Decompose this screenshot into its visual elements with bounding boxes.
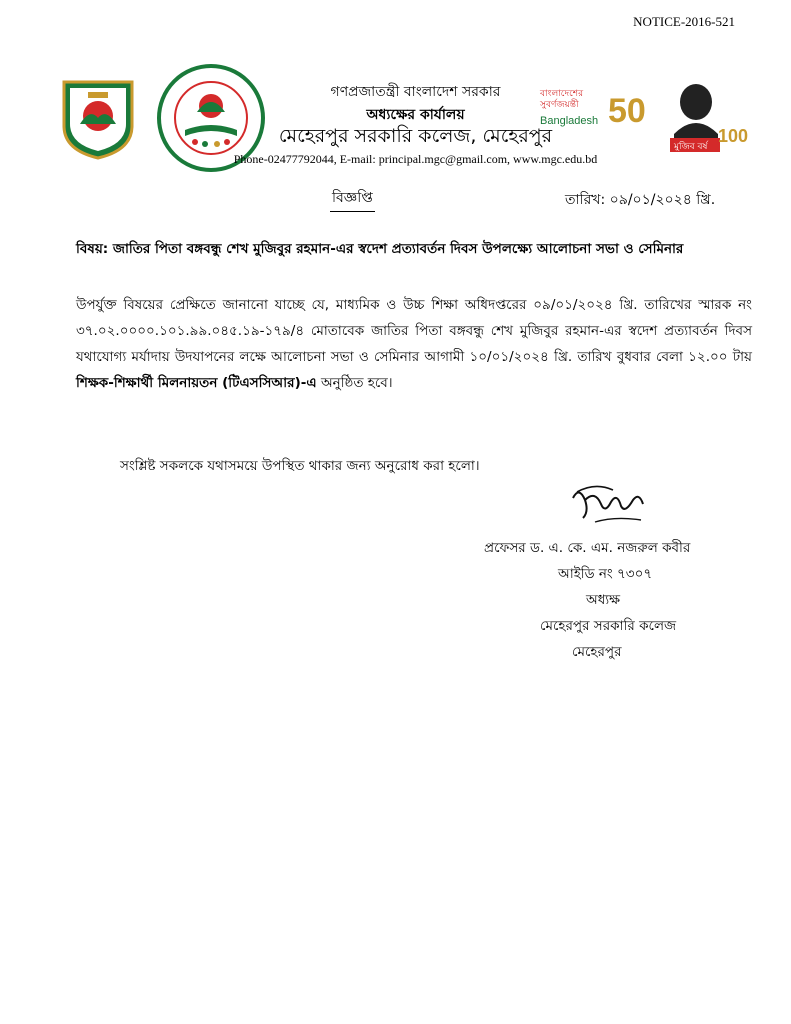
college-title: মেহেরপুর সরকারি কলেজ, মেহেরপুর <box>278 125 553 147</box>
signatory-name: প্রফেসর ড. এ. কে. এম. নজরুল কবীর <box>484 540 691 556</box>
signatory-institution: মেহেরপুর সরকারি কলেজ <box>540 618 677 634</box>
handwritten-signature <box>555 478 665 534</box>
svg-text:100: 100 <box>718 126 748 146</box>
subject-line: বিষয়: জাতির পিতা বঙ্গবন্ধু শেখ মুজিবুর রহমান-এর স্বদেশ প্রত্যাবর্তন দিবস উপলক্ষ্যে আলোচনা সভা ও সেমিনার <box>76 241 684 257</box>
signatory-designation: অধ্যক্ষ <box>586 592 621 608</box>
document-date: তারিখ: ০৯/০১/২০২৪ খ্রি. <box>565 192 716 208</box>
signatory-block <box>440 535 740 665</box>
body-text-part1: উপর্যুক্ত বিষয়ের প্রেক্ষিতে জানানো যাচ্ছে যে, মাধ্যমিক ও উচ্চ শিক্ষা অধিদপ্তরের ০৯/০১/২০২৪ খ্রি. তারিখের স্মারক নং ৩৭.০২.০০০০.১০১.৯৯.০৪৫.১৯-১৭৯/৪ মোতাবেক জাতির পিতা বঙ্গবন্ধু শেখ মুজিবুর রহমান-এর স্বদেশ প্রত্যাবর্তন দিবস যথাযোগ্য মর্যাদায় উদযাপনের লক্ষে আলোচনা সভা ও সেমিনার আগামী ১০/০১/২০২৪ খ্রি. তারিখ বুধবার বেলা ১২.০০ টায় <box>76 297 752 365</box>
office-title: অধ্যক্ষের কার্যালয় <box>366 107 465 123</box>
body-paragraph <box>76 292 752 396</box>
svg-text:Bangladesh: Bangladesh <box>540 115 599 127</box>
document-type-heading: বিজ্ঞপ্তি <box>330 186 375 212</box>
svg-text:মুজিব বর্ষ: মুজিব বর্ষ <box>674 142 708 152</box>
signatory-location: মেহেরপুর <box>572 644 622 660</box>
government-title: গণপ্রজাতন্ত্রী বাংলাদেশ সরকার <box>330 84 501 100</box>
contact-info: Phone-02477792044, E-mail: principal.mgc@gmail.com, www.mgc.edu.bd <box>233 152 598 166</box>
closing-request: সংশ্লিষ্ট সকলকে যথাসময়ে উপস্থিত থাকার জন্য অনুরোধ করা হলো। <box>120 458 480 474</box>
notice-number: NOTICE-2016-521 <box>633 14 735 29</box>
venue-text: শিক্ষক-শিক্ষার্থী মিলনায়তন (টিএসসিআর)-এ <box>76 375 317 391</box>
signatory-id: আইডি নং ৭৩০৭ <box>558 566 653 582</box>
svg-text:সুবর্ণজয়ন্তী: সুবর্ণজয়ন্তী <box>540 100 579 110</box>
svg-text:50: 50 <box>608 92 646 130</box>
svg-text:বাংলাদেশের: বাংলাদেশের <box>540 89 584 99</box>
body-text-part2: অনুষ্ঠিত হবে। <box>316 375 393 391</box>
